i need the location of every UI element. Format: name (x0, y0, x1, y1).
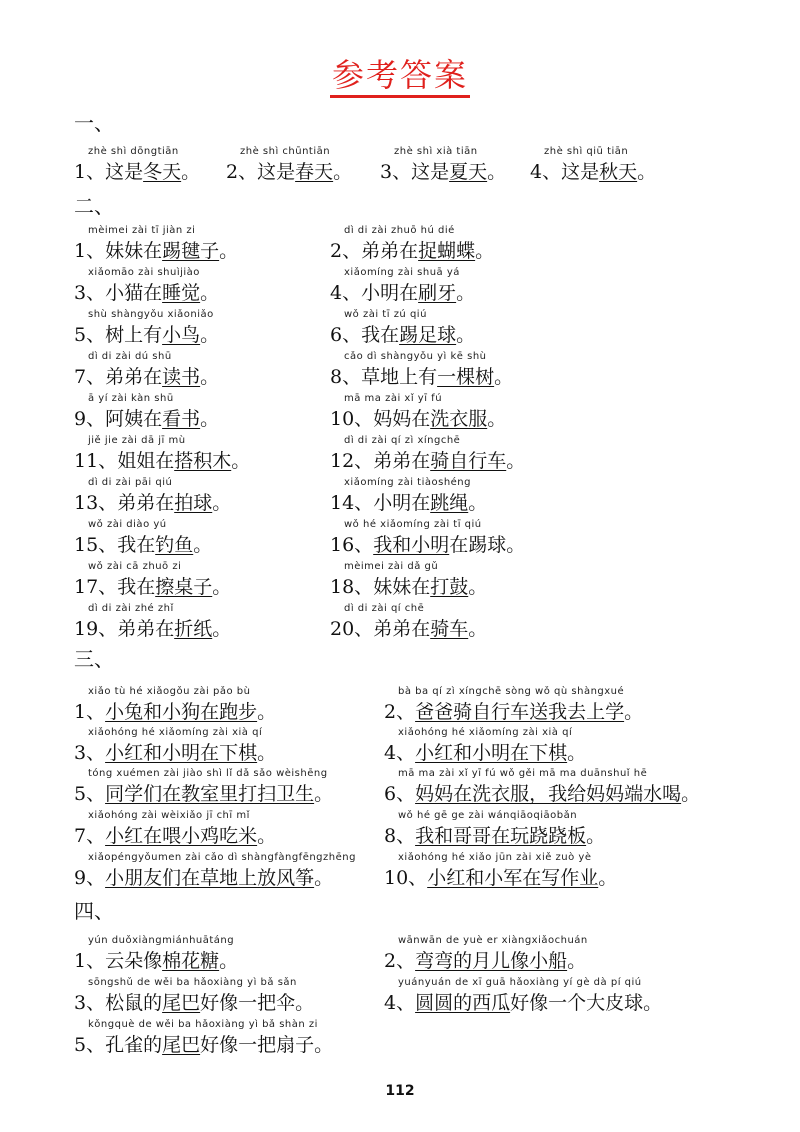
section-heading: 一、 (74, 111, 114, 135)
item-number: 17、 (74, 576, 118, 598)
answer-sentence (74, 700, 276, 724)
sentence-text: 。 (181, 161, 201, 183)
sentence-text: 。 (475, 240, 495, 262)
item-number: 7、 (74, 825, 106, 847)
answer-highlight: 妈妈在洗衣服，我给妈妈端水喝 (415, 783, 682, 805)
sentence-text: 这是 (561, 161, 600, 183)
pinyin-annotation: zhè shì qiū tiān (544, 146, 629, 157)
sentence-text: 。 (314, 783, 334, 805)
item-number: 4、 (530, 161, 562, 183)
pinyin-annotation: xiǎomāo zài shuìjiào (88, 267, 200, 278)
item-number: 12、 (330, 450, 374, 472)
sentence-text: 好像一把扇子。 (200, 1034, 334, 1056)
sentence-text: 好像一把伞。 (200, 992, 315, 1014)
sentence-text: 。 (333, 161, 353, 183)
item-number: 8、 (384, 825, 416, 847)
pinyin-annotation: xiǎohóng hé xiǎo jūn zài xiě zuò yè (398, 852, 592, 863)
answer-sentence (384, 741, 586, 765)
pinyin-annotation: xiǎohóng zài wèixiǎo jī chī mǐ (88, 810, 250, 821)
item-number: 1、 (74, 161, 106, 183)
answer-sentence (74, 449, 250, 473)
pinyin-annotation: zhè shì dōngtiān (88, 146, 179, 157)
sentence-text: 妹妹在 (373, 576, 431, 598)
item-number: 5、 (74, 1034, 106, 1056)
sentence-text: 。 (456, 282, 476, 304)
sentence-text: 。 (257, 825, 277, 847)
sentence-text: 我在 (117, 576, 156, 598)
sentence-text: 。 (567, 950, 587, 972)
sentence-text: 弟弟在 (117, 492, 175, 514)
item-number: 4、 (384, 992, 416, 1014)
item-number: 1、 (74, 240, 106, 262)
sentence-text: 我在 (117, 534, 156, 556)
answer-highlight: 打鼓 (430, 576, 469, 598)
pinyin-annotation: dì di zài pāi qiú (88, 477, 173, 488)
sentence-text: 。 (456, 324, 476, 346)
answer-sentence (74, 1033, 333, 1057)
section-heading: 二、 (74, 194, 114, 218)
sentence-text: 好像一个大皮球。 (510, 992, 663, 1014)
pinyin-annotation: mā ma zài xǐ yī fú (344, 393, 443, 404)
answer-highlight: 秋天 (599, 161, 638, 183)
pinyin-annotation: dì di zài qí chē (344, 603, 425, 614)
answer-sentence (384, 824, 605, 848)
item-number: 16、 (330, 534, 374, 556)
pinyin-annotation: yún duǒxiàngmiánhuātáng (88, 935, 235, 946)
sentence-text: 姐姐在 (117, 450, 175, 472)
answer-sentence (74, 575, 231, 599)
sentence-text: 。 (624, 701, 644, 723)
item-number: 2、 (330, 240, 362, 262)
item-number: 6、 (384, 783, 416, 805)
sentence-text: 弟弟在 (373, 450, 431, 472)
item-number: 1、 (74, 950, 106, 972)
answer-sentence (330, 617, 487, 641)
pinyin-annotation: bà ba qí zì xíngchē sòng wǒ qù shàngxué (398, 686, 625, 697)
item-number: 11、 (74, 450, 118, 472)
answer-sentence (226, 160, 352, 184)
answer-highlight: 夏天 (449, 161, 488, 183)
sentence-text: 。 (586, 825, 606, 847)
item-number: 7、 (74, 366, 106, 388)
sentence-text: 。 (637, 161, 657, 183)
answer-highlight: 钓鱼 (155, 534, 194, 556)
answer-highlight: 一棵树 (437, 366, 495, 388)
answer-sentence (74, 160, 200, 184)
answer-sentence (330, 239, 494, 263)
sentence-text: 弟弟在 (105, 366, 163, 388)
sentence-text: 。 (257, 701, 277, 723)
item-number: 4、 (384, 742, 416, 764)
section-heading: 三、 (74, 647, 114, 671)
pinyin-annotation: zhè shì chūntiān (240, 146, 331, 157)
answer-highlight: 踢毽子 (162, 240, 220, 262)
item-number: 3、 (74, 282, 106, 304)
answer-sentence (74, 323, 219, 347)
answer-highlight: 我和小明 (373, 534, 450, 556)
pinyin-annotation: dì di zài qí zì xíngchē (344, 435, 461, 446)
answer-highlight: 踢足球 (399, 324, 457, 346)
answer-sentence (530, 160, 656, 184)
sentence-text: 我在 (361, 324, 400, 346)
answer-highlight: 骑自行车 (430, 450, 507, 472)
item-number: 8、 (330, 366, 362, 388)
answer-sentence (74, 741, 276, 765)
answer-highlight: 小红和小明在下棋 (415, 742, 568, 764)
item-number: 14、 (330, 492, 374, 514)
sentence-text: 。 (200, 324, 220, 346)
item-number: 19、 (74, 618, 118, 640)
answer-sentence (74, 866, 333, 890)
answer-sentence (74, 491, 231, 515)
answer-sentence (74, 824, 276, 848)
sentence-text: 这是 (105, 161, 144, 183)
answer-sentence (330, 491, 487, 515)
sentence-text: 。 (219, 240, 239, 262)
item-number: 2、 (384, 950, 416, 972)
sentence-text: 弟弟在 (117, 618, 175, 640)
answer-highlight: 小兔和小狗在跑步 (105, 701, 258, 723)
pinyin-annotation: dì di zài dú shū (88, 351, 172, 362)
sentence-text: 松鼠的 (105, 992, 163, 1014)
answer-highlight: 尾巴 (162, 992, 201, 1014)
pinyin-annotation: dì di zài zhuō hú dié (344, 225, 455, 236)
sentence-text: 。 (487, 408, 507, 430)
item-number: 10、 (384, 867, 428, 889)
pinyin-annotation: tóng xuémen zài jiào shì lǐ dǎ sǎo wèishēng (88, 768, 328, 779)
section-heading: 四、 (74, 899, 114, 923)
answer-sentence (74, 239, 238, 263)
sentence-text: 。 (193, 534, 213, 556)
sentence-text: 妈妈在 (373, 408, 431, 430)
pinyin-annotation: wǒ zài tī zú qiú (344, 309, 427, 320)
answer-sentence (330, 407, 506, 431)
answer-highlight: 捉蝴蝶 (418, 240, 476, 262)
sentence-text: 。 (468, 576, 488, 598)
answer-sentence (384, 700, 643, 724)
answer-sentence (330, 281, 475, 305)
sentence-text: 弟弟在 (361, 240, 419, 262)
sentence-text: 。 (231, 450, 251, 472)
answer-sentence (380, 160, 506, 184)
sentence-text: 妹妹在 (105, 240, 163, 262)
sentence-text: 弟弟在 (373, 618, 431, 640)
sentence-text: 。 (212, 492, 232, 514)
sentence-text: 。 (506, 450, 526, 472)
pinyin-annotation: mā ma zài xǐ yī fú wǒ gěi mā ma duānshuǐ hē (398, 768, 648, 779)
answer-sentence (384, 866, 617, 890)
sentence-text: 。 (487, 161, 507, 183)
item-number: 3、 (380, 161, 412, 183)
item-number: 5、 (74, 783, 106, 805)
sentence-text: 。 (219, 950, 239, 972)
sentence-text: 。 (200, 282, 220, 304)
answer-highlight: 看书 (162, 408, 201, 430)
pinyin-annotation: xiǎo tù hé xiǎogǒu zài pǎo bù (88, 686, 251, 697)
answer-highlight: 骑车 (430, 618, 469, 640)
answer-highlight: 读书 (162, 366, 201, 388)
answer-highlight: 小朋友们在草地上放风筝 (105, 867, 315, 889)
item-number: 2、 (384, 701, 416, 723)
pinyin-annotation: kǒngquè de wěi ba hǎoxiàng yì bǎ shàn zi (88, 1019, 318, 1030)
answer-highlight: 弯弯的月儿像小船 (415, 950, 568, 972)
answer-highlight: 小鸟 (162, 324, 201, 346)
item-number: 13、 (74, 492, 118, 514)
sentence-text: 在踢球。 (449, 534, 526, 556)
answer-sentence (330, 449, 525, 473)
pinyin-annotation: wǒ hé gē ge zài wánqiāoqiāobǎn (398, 810, 578, 821)
item-number: 9、 (74, 867, 106, 889)
item-number: 3、 (74, 742, 106, 764)
answer-sentence (74, 533, 212, 557)
sentence-text: 。 (200, 408, 220, 430)
item-number: 3、 (74, 992, 106, 1014)
answer-highlight: 小红在喂小鸡吃米 (105, 825, 258, 847)
sentence-text: 。 (567, 742, 587, 764)
answer-highlight: 冬天 (143, 161, 182, 183)
sentence-text: 小明在 (373, 492, 431, 514)
answer-sentence (74, 617, 231, 641)
answer-highlight: 棉花糖 (162, 950, 220, 972)
item-number: 10、 (330, 408, 374, 430)
answer-highlight: 尾巴 (162, 1034, 201, 1056)
answer-highlight: 同学们在教室里打扫卫生 (105, 783, 315, 805)
answer-highlight: 我和哥哥在玩跷跷板 (415, 825, 587, 847)
sentence-text: 。 (494, 366, 514, 388)
sentence-text: 小猫在 (105, 282, 163, 304)
sentence-text: 草地上有 (361, 366, 438, 388)
answer-highlight: 折纸 (174, 618, 213, 640)
sentence-text: 。 (212, 618, 232, 640)
answer-highlight: 小红和小明在下棋 (105, 742, 258, 764)
answer-sentence (74, 782, 333, 806)
sentence-text: 。 (598, 867, 618, 889)
pinyin-annotation: jiě jie zài dā jī mù (88, 435, 186, 446)
pinyin-annotation: wānwān de yuè er xiàngxiǎochuán (398, 935, 588, 946)
pinyin-annotation: xiǎopéngyǒumen zài cǎo dì shàngfàngfēngzhēng (88, 852, 356, 863)
answer-sentence (330, 575, 487, 599)
item-number: 4、 (330, 282, 362, 304)
answer-highlight: 跳绳 (430, 492, 469, 514)
answer-highlight: 搭积木 (174, 450, 232, 472)
answer-highlight: 擦桌子 (155, 576, 213, 598)
pinyin-annotation: dì di zài zhé zhǐ (88, 603, 174, 614)
sentence-text: 。 (200, 366, 220, 388)
sentence-text: 阿姨在 (105, 408, 163, 430)
pinyin-annotation: sōngshǔ de wěi ba hǎoxiàng yì bǎ sǎn (88, 977, 297, 988)
answer-sentence (74, 991, 314, 1015)
answer-sentence (330, 323, 475, 347)
pinyin-annotation: ā yí zài kàn shū (88, 393, 174, 404)
sentence-text: 云朵像 (105, 950, 163, 972)
sentence-text: 。 (468, 618, 488, 640)
answer-highlight: 拍球 (174, 492, 213, 514)
sentence-text: 。 (314, 867, 334, 889)
pinyin-annotation: xiǎomíng zài shuā yá (344, 267, 460, 278)
pinyin-annotation: xiǎohóng hé xiǎomíng zài xià qí (398, 727, 573, 738)
answer-highlight: 爸爸骑自行车送我去上学 (415, 701, 625, 723)
answer-highlight: 圆圆的西瓜 (415, 992, 511, 1014)
answer-sentence (74, 281, 219, 305)
answer-sentence (74, 949, 238, 973)
sentence-text: 树上有 (105, 324, 163, 346)
item-number: 18、 (330, 576, 374, 598)
pinyin-annotation: shù shàngyǒu xiǎoniǎo (88, 309, 214, 320)
sentence-text: 。 (468, 492, 488, 514)
sentence-text: 这是 (257, 161, 296, 183)
sentence-text: 。 (212, 576, 232, 598)
pinyin-annotation: xiǎomíng zài tiàoshéng (344, 477, 471, 488)
pinyin-annotation: mèimei zài tī jiàn zi (88, 225, 196, 236)
answer-sentence (384, 949, 586, 973)
pinyin-annotation: wǒ zài cā zhuō zi (88, 561, 182, 572)
item-number: 6、 (330, 324, 362, 346)
item-number: 2、 (226, 161, 258, 183)
pinyin-annotation: wǒ zài diào yú (88, 519, 167, 530)
answer-sentence (330, 365, 513, 389)
answer-highlight: 小红和小军在写作业 (427, 867, 599, 889)
sentence-text: 小明在 (361, 282, 419, 304)
item-number: 15、 (74, 534, 118, 556)
pinyin-annotation: wǒ hé xiǎomíng zài tī qiú (344, 519, 482, 530)
item-number: 9、 (74, 408, 106, 430)
pinyin-annotation: yuányuán de xī guā hǎoxiàng yí gè dà pí qiú (398, 977, 642, 988)
pinyin-annotation: cǎo dì shàngyǒu yì kē shù (344, 351, 487, 362)
item-number: 1、 (74, 701, 106, 723)
item-number: 20、 (330, 618, 374, 640)
answer-sentence (74, 407, 219, 431)
sentence-text: 这是 (411, 161, 450, 183)
answer-highlight: 刷牙 (418, 282, 457, 304)
pinyin-annotation: xiǎohóng hé xiǎomíng zài xià qí (88, 727, 263, 738)
page-number: 112 (385, 1083, 415, 1099)
item-number: 5、 (74, 324, 106, 346)
sentence-text: 。 (681, 783, 701, 805)
answer-sentence (384, 782, 700, 806)
answer-highlight: 洗衣服 (430, 408, 488, 430)
answer-sentence (74, 365, 219, 389)
answer-sentence (384, 991, 662, 1015)
answer-highlight: 春天 (295, 161, 334, 183)
sentence-text: 。 (257, 742, 277, 764)
sentence-text: 孔雀的 (105, 1034, 163, 1056)
page-title: 参考答案 (0, 50, 800, 96)
pinyin-annotation: mèimei zài dǎ gǔ (344, 561, 439, 572)
pinyin-annotation: zhè shì xià tiān (394, 146, 478, 157)
answer-sentence (330, 533, 525, 557)
answer-highlight: 睡觉 (162, 282, 201, 304)
